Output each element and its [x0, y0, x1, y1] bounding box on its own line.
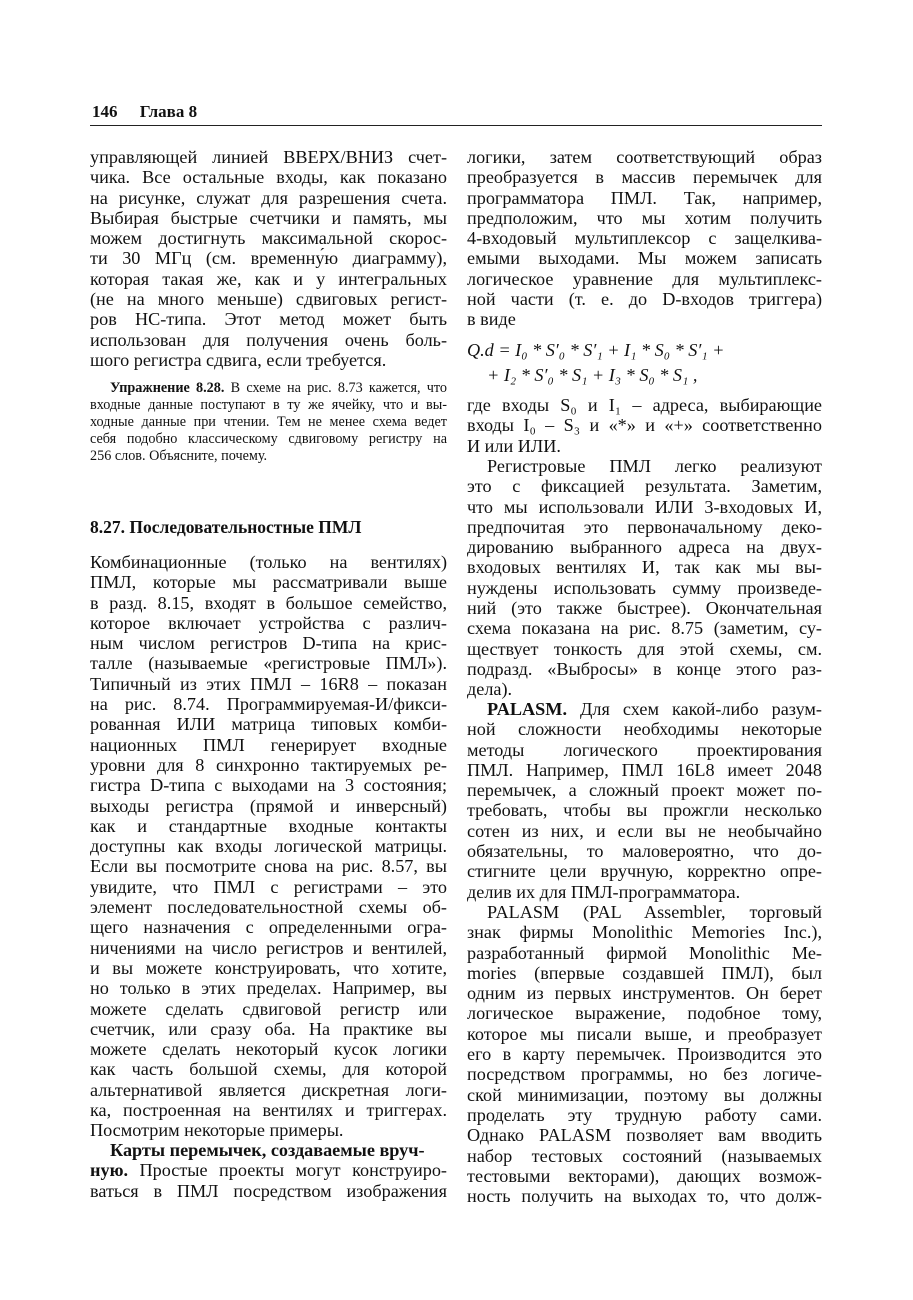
chapter-title: Глава 8	[139, 102, 198, 121]
text-line: ществует тонкость для этой схемы, см.	[467, 638, 822, 659]
text-line: входные данные поступают в ту же ячейку, что и вы-	[90, 396, 447, 413]
text-line: ний (это также быстрее). Окончательная	[467, 598, 822, 619]
right-column-para	[467, 456, 822, 700]
text-line: ров НС-типа. Этот метод может быть	[90, 309, 447, 330]
bold-run-in: Карты перемычек, создаваемые вруч-	[110, 1140, 425, 1160]
text-line: перемычек, а сложный проект может по-	[467, 780, 822, 801]
right-column-para	[467, 902, 822, 1206]
text-line: ходные данные при чтении. Тем не менее схема ведет	[90, 413, 447, 430]
left-column-para	[90, 147, 447, 370]
text-line: шого регистра сдвига, если требуется.	[90, 349, 387, 370]
text-line: в разд. 8.15, входят в большое семейство,	[90, 592, 447, 613]
text-line: обязательны, то маловероятно, что до-	[467, 841, 822, 862]
text-line: выходы регистра (прямой и инверсный)	[90, 795, 447, 816]
text-line	[90, 1140, 447, 1160]
text-line: уровни для 8 синхронно тактируемых ре-	[90, 754, 447, 775]
text-line: национных ПМЛ генерирует входные	[90, 734, 447, 755]
bold-run-in: ную.	[90, 1160, 129, 1181]
text-line: дела).	[467, 679, 513, 700]
text-line: которое мы писали выше, и преобразует	[467, 1023, 822, 1044]
text-line: где входы S₀ и I₁ – адреса, выбирающие	[467, 395, 822, 415]
text-line: использован для получения очень боль-	[90, 329, 447, 350]
text-line: Посмотрим некоторые примеры.	[90, 1120, 344, 1141]
text-line: Q.d = I₀ * S′₀ * S′₁ + I₁ * S₀ * S′₁ +	[467, 340, 725, 360]
text-line: рованная ИЛИ матрица типовых комби-	[90, 714, 447, 735]
page-number: 146	[92, 102, 118, 121]
text-line: логическое выражение, подобное тому,	[467, 1003, 822, 1024]
text-line: подразд. «Выбросы» в конце этого раз-	[467, 658, 822, 679]
text-line: тестовыми векторами), дающих возмож-	[467, 1165, 822, 1186]
text-line: дированию выбранного адреса на двух-	[467, 537, 822, 558]
text-line: 256 слов. Объясните, почему.	[90, 447, 268, 464]
text-line: требовать, чтобы вы прожгли несколько	[467, 800, 822, 821]
text-line: + I₂ * S′₀ * S₁ + I₃ * S₀ * S₁ ,	[487, 365, 698, 385]
text-line: счетчик, или сразу оба. На практике вы	[90, 1018, 447, 1039]
text-line: предпочитая это первоначальному деко-	[467, 516, 822, 537]
text-line: Если вы посмотрите снова на рис. 8.57, вы	[90, 856, 447, 877]
left-column-heading	[90, 517, 447, 537]
text-line: методы логического проектирования	[467, 739, 822, 760]
text-line: знак фирмы Monolithic Memories Inc.),	[467, 922, 822, 943]
left-column-para	[90, 1140, 447, 1201]
text-line	[467, 699, 822, 719]
text-line: логическое уравнение для мультиплекс-	[467, 268, 822, 289]
text-line: в виде	[467, 309, 516, 330]
text-line: ти 30 МГц (см. временну́ю диаграмму),	[90, 248, 447, 269]
text-line: емыми выходами. Мы можем записать	[467, 248, 822, 269]
text-line: ка, построенная на вентилях и триггерах.	[90, 1100, 447, 1121]
text-line: которое включает устройства с различ-	[90, 612, 447, 633]
text-line: но только в этих пределах. Например, вы	[90, 978, 447, 999]
text-line: ваться в ПМЛ посредством изображения	[90, 1180, 447, 1201]
text-line: нуждены использовать сумму произведе-	[467, 577, 822, 598]
line-text: Для схем какой-либо разум-	[567, 699, 822, 719]
text-line: щего назначения с определенными огра-	[90, 917, 447, 938]
text-line: ПМЛ. Например, ПМЛ 16L8 имеет 2048	[467, 759, 822, 780]
text-line: что мы использовали ИЛИ 3-входовых И,	[467, 496, 822, 517]
text-line: доступны как входы логической матрицы.	[90, 836, 447, 857]
text-line: это с фиксацией результата. Заметим,	[467, 476, 822, 497]
text-line: программатора ПМЛ. Так, например,	[467, 187, 822, 208]
text-line: разработанный фирмой Monolithic Ме-	[467, 942, 822, 963]
text-line: ность получить на выходах то, что долж-	[467, 1186, 822, 1207]
right-column-para	[467, 395, 822, 456]
text-line: гистра D-типа с выходами на 3 состояния;	[90, 775, 447, 796]
text-line: ничениями на число регистров и вентилей,	[90, 937, 447, 958]
text-line: талле (называемые «регистровые ПМЛ»).	[90, 653, 447, 674]
bold-run-in: Упражнение 8.28.	[110, 380, 225, 396]
text-line: логики, затем соответствующий образ	[467, 147, 822, 167]
text-line: ной сложности необходимы некоторые	[467, 719, 822, 740]
text-line: как часть большой схемы, для которой	[90, 1059, 447, 1080]
text-line: ной части (т. е. до D-входов триггера)	[467, 289, 822, 310]
text-line: проделать эту трудную работу сами.	[467, 1104, 822, 1125]
text-line: которая такая же, как и у интегральных	[90, 268, 447, 289]
text-line: PALASM (PAL Assembler, торговый	[487, 902, 822, 922]
left-column-para	[90, 552, 447, 1141]
right-column-formula	[467, 338, 822, 388]
text-line: и вы можете конструировать, что хотите,	[90, 957, 447, 978]
text-line: его в карту перемычек. Производится это	[467, 1044, 822, 1065]
text-line: схема показана на рис. 8.75 (заметим, су-	[467, 618, 822, 639]
text-line: делив их для ПМЛ-программатора.	[467, 881, 741, 902]
text-line: как и стандартные входные контакты	[90, 815, 447, 836]
running-header	[92, 102, 215, 122]
text-line: ным числом регистров D-типа на крис-	[90, 633, 447, 654]
text-line: элемент последовательностной схемы об-	[90, 897, 447, 918]
text-line: альтернативой является дискретная логи-	[90, 1079, 447, 1100]
text-line: Комбинационные (только на вентилях)	[90, 552, 447, 572]
text-line: Выбирая быстрые счетчики и память, мы	[90, 207, 447, 228]
text-line: сотен из них, и если вы не необычайно	[467, 820, 822, 841]
line-text: В схеме на рис. 8.73 кажется, что	[224, 380, 447, 396]
right-column-para	[467, 147, 822, 330]
text-line: управляющей линией ВВЕРХ/ВНИЗ счет-	[90, 147, 447, 167]
line-text: Простые проекты могут конструиро-	[128, 1160, 447, 1181]
text-line: И или ИЛИ.	[467, 435, 561, 456]
text-line: набор тестовых состояний (называемых	[467, 1145, 822, 1166]
bold-run-in: PALASM.	[487, 699, 567, 719]
text-line: увидите, что ПМЛ с регистрами – это	[90, 876, 447, 897]
text-line: чика. Все остальные входы, как показано	[90, 167, 447, 188]
text-line: одним из первых инструментов. Он берет	[467, 983, 822, 1004]
text-line: Однако PALASM позволяет вам вводить	[467, 1125, 822, 1146]
text-line: можем достигнуть максимальной скорос-	[90, 228, 447, 249]
text-line: на рис. 8.74. Программируемая-И/фикси-	[90, 694, 447, 715]
text-line: стигните цели вручную, корректно опре-	[467, 861, 822, 882]
text-line: входовых вентилях И, так как мы вы-	[467, 557, 822, 578]
text-line: Регистровые ПМЛ легко реализуют	[487, 456, 822, 476]
text-line	[90, 380, 447, 397]
text-line	[90, 1160, 447, 1180]
text-line: Типичный из этих ПМЛ – 16R8 – показан	[90, 673, 447, 694]
text-line: 4-входовый мультиплексор с защелкива-	[467, 228, 822, 249]
text-line: mories (впервые создавшей ПМЛ), был	[467, 962, 822, 983]
text-line: себя подобно классическому сдвиговому регистру на	[90, 430, 447, 447]
text-line: посредством программы, но без логиче-	[467, 1064, 822, 1085]
header-rule	[90, 125, 822, 126]
text-line: на рисунке, служат для разрешения счета.	[90, 187, 447, 208]
text-line: предположим, что мы хотим получить	[467, 207, 822, 228]
right-column-para	[467, 699, 822, 902]
left-column-exercise	[90, 380, 447, 464]
text-line: ской минимизации, поэтому вы должны	[467, 1084, 822, 1105]
text-line: (не на много меньше) сдвиговых регист-	[90, 289, 447, 310]
text-line: входы I₀ – S₃ и «*» и «+» соответственно	[467, 415, 822, 436]
text-line: можете сделать сдвиговой регистр или	[90, 998, 447, 1019]
text-line: преобразуется в массив перемычек для	[467, 167, 822, 188]
text-line: ПМЛ, которые мы рассматривали выше	[90, 572, 447, 593]
section-heading: 8.27. Последовательностные ПМЛ	[90, 517, 362, 537]
text-line: можете сделать некоторый кусок логики	[90, 1039, 447, 1060]
